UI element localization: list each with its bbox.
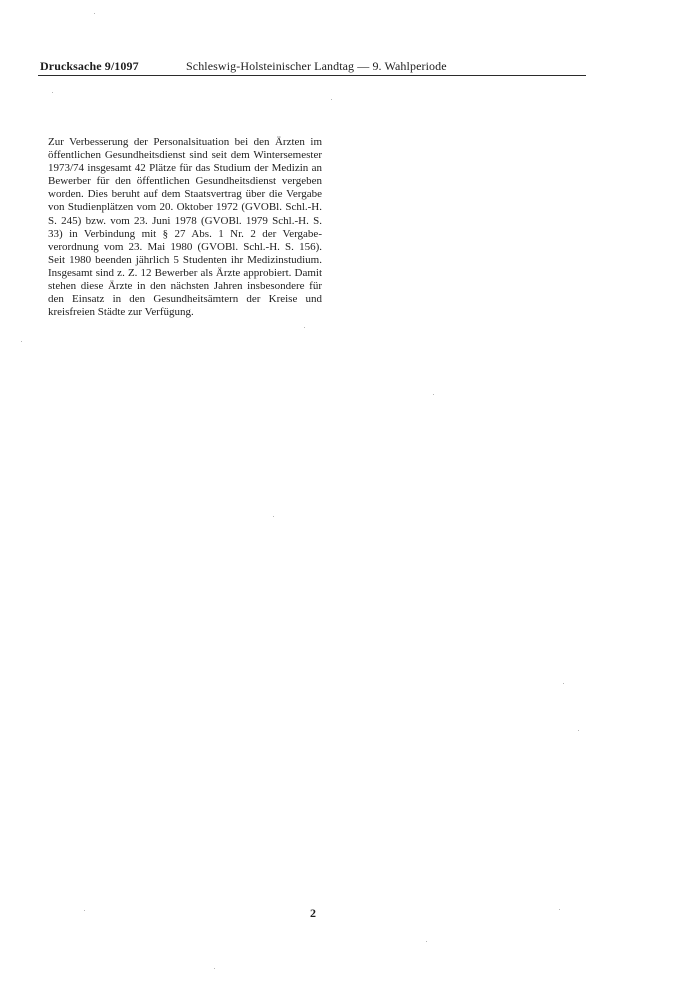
body-paragraph: Zur Verbesserung der Personalsituation bei den Ärzten im öffentlichen Gesundheitsdienst sind seit dem Wintersemester 1973/74 insgesamt 42 Plätze für das Studium der Medizin an Bewerber für den öffentlichen Gesundheitsdienst vergeben worden. Dies beruht auf dem Staatsvertrag über die Vergabe von Studienplätzen vom 20. Oktober 1972 (GVOBl. Schl.-H. S. 245) bzw. vom 23. Juni 1978 (GVOBl. 1979 Schl.-H. S. 33) in Verbindung mit § 27 Abs. 1 Nr. 2 der Vergabeverordnung vom 23. Mai 1980 (GVOBl. Schl.-H. S. 156). Seit 1980 beenden jährlich 5 Studenten ihr Medizinstudium. Insgesamt sind z. Z. 12 Bewerber als Ärzte approbiert. Damit stehen diese Ärzte in den nächsten Jahren insbesondere für den Einsatz in den Gesundheitsämtern der Kreise und kreisfreien Städte zur Verfügung. <box>48 136 322 319</box>
scan-speck <box>559 909 560 910</box>
scan-speck <box>578 730 579 731</box>
scan-speck <box>84 910 85 911</box>
scan-speck <box>94 13 95 14</box>
scan-speck <box>563 683 564 684</box>
scan-speck <box>273 516 274 517</box>
page-number: 2 <box>310 906 316 920</box>
header-title: Schleswig-Holsteinischer Landtag — 9. Wahlperiode <box>186 59 447 73</box>
scan-speck <box>214 968 215 969</box>
scan-speck <box>433 394 434 395</box>
scan-speck <box>426 941 427 942</box>
scan-speck <box>52 92 53 93</box>
document-number: Drucksache 9/1097 <box>40 59 139 73</box>
scan-speck <box>304 327 305 328</box>
scan-speck <box>21 341 22 342</box>
scan-speck <box>331 99 332 100</box>
header-divider <box>38 75 586 76</box>
